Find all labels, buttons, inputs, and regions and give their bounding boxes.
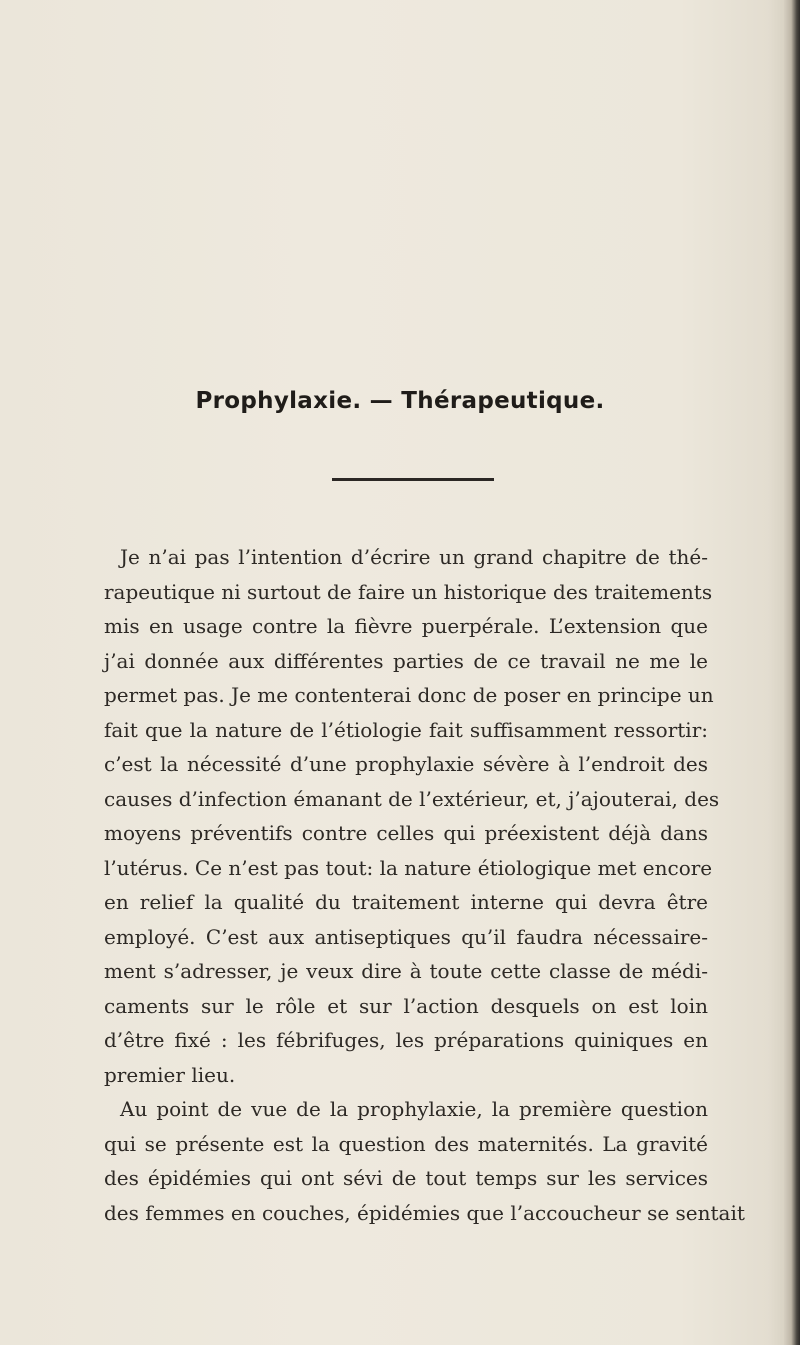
text-line: d’être fixé : les fébrifuges, les préparations quiniques en — [104, 1028, 708, 1052]
paragraph-1 — [104, 540, 720, 1092]
text-line: l’utérus. Ce n’est pas tout: la nature étiologique met encore — [104, 855, 713, 880]
text-line: employé. C’est aux antiseptiques qu’il faudra nécessaire- — [104, 924, 708, 949]
paragraph-2 — [104, 1092, 745, 1230]
text-line: des femmes en couches, épidémies que l’accoucheur se sentait — [104, 1200, 745, 1225]
text-line: qui se présente est la question des maternités. La gravité — [104, 1131, 708, 1156]
heading-rule — [332, 478, 494, 481]
text-line: causes d’infection émanant de l’extérieur, et, j’ajouterai, des — [104, 786, 720, 811]
text-line: j’ai donnée aux différentes parties de ce travail ne me le — [104, 648, 708, 673]
text-line: moyens préventifs contre celles qui préexistent déjà dans — [104, 821, 708, 845]
text-line: rapeutique ni surtout de faire un historique des traitements — [104, 579, 713, 604]
body-text — [104, 540, 745, 1230]
text-line: premier lieu. — [104, 1062, 236, 1087]
chapter-heading: Prophylaxie. — Thérapeutique. — [195, 388, 605, 414]
text-line: permet pas. Je me contenterai donc de poser en principe un — [104, 683, 714, 707]
text-line: en relief la qualité du traitement interne qui devra être — [104, 890, 708, 914]
text-line: ment s’adresser, je veux dire à toute cette classe de médi- — [104, 959, 708, 983]
text-line: Au point de vue de la prophylaxie, la première question — [120, 1097, 708, 1121]
text-line: mis en usage contre la fièvre puerpérale. L’extension que — [104, 614, 708, 638]
text-line: caments sur le rôle et sur l’action desquels on est loin — [104, 993, 708, 1018]
text-line: Je n’ai pas l’intention d’écrire un grand chapitre de thé- — [120, 545, 708, 569]
page-edge-shadow — [784, 0, 800, 1345]
text-line: c’est la nécessité d’une prophylaxie sévère à l’endroit des — [104, 752, 708, 776]
text-line: fait que la nature de l’étiologie fait suffisamment ressortir: — [104, 717, 708, 742]
text-line: des épidémies qui ont sévi de tout temps sur les services — [104, 1166, 708, 1190]
